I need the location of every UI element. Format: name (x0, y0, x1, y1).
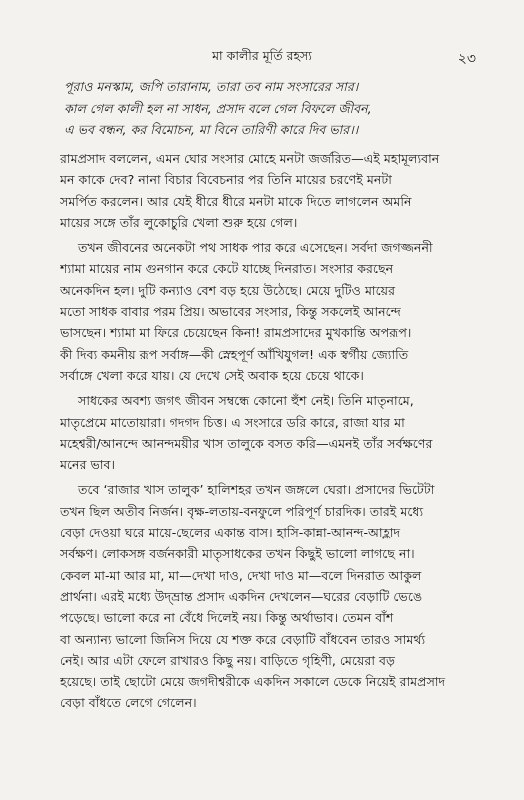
text-line: মাতৃপ্রেমে মাতোয়ারা। গদগদ চিত্ত। এ সংসারে ডরি কারে, রাজা যার মা (60, 414, 405, 430)
verse-line: পূরাও মনস্কাম, জপি তারানাম, তারা তব নাম সংসারের সার। (64, 79, 359, 94)
text-line: বা অন্যান্য ভালো জিনিস দিয়ে যে শক্ত করে বেড়াটি বাঁধবেন তারও সামর্থ্য (60, 631, 426, 647)
paragraph (60, 390, 488, 475)
paragraph (60, 148, 488, 233)
text-line: মন কাকে দেব? নানা বিচার বিবেচনার পর তিনি মায়ের চরণেই মনটা (60, 172, 392, 188)
text-line: ভাসছেন। শ্যামা মা ফিরে চেয়েছেন কিনা! রামপ্রসাদের মুখকান্তি অপরূপ। (60, 325, 412, 341)
text-line: মতো সাধক বাবার পরম প্রিয়। অভাবের সংসার, কিন্তু সকলেই আনন্দে (60, 304, 401, 320)
text-line: হয়েছে। তাই ছোটো মেয়ে জগদীশ্বরীকে একদিন সকালে ডেকে নিয়েই রামপ্রসাদ (60, 674, 446, 690)
text-line: নেই। আর এটা ফেলে রাখারও কিছু নয়। বাড়িতে গৃহিণী, মেয়েরা বড় (60, 652, 395, 668)
text-line: মায়ের সঙ্গে তাঁর লুকোচুরি খেলা শুরু হয়ে গেল। (60, 214, 298, 230)
text-line: সর্বাঙ্গে খেলা করে যায়। যে দেখে সেই অবাক হয়ে চেয়ে থাকে। (60, 367, 364, 383)
verse-line: এ ভব বন্ধন, কর বিমোচন, মা বিনে তারিণী কারে দিব ভার।। (64, 122, 359, 137)
verse-block (64, 76, 484, 141)
page-header (0, 48, 524, 70)
text-line: প্রার্থনা। এরই মধ্যে উদ্‌ভ্রান্ত প্রসাদ একদিন দেখলেন—ঘরের বেড়াটি ভেঙে (60, 588, 423, 604)
text-line: সর্বক্ষণ। লোকসঙ্গ বর্জনকারী মাতৃসাধকের তখন কিছুই ভালো লাগছে না। (60, 546, 415, 562)
text-line: মহেশ্বরী/আনন্দে আনন্দময়ীর খাস তালুকে বসত করি—এমনই তাঁর সর্বক্ষণের (60, 435, 433, 451)
text-line: রামপ্রসাদ বললেন, এমন ঘোর সংসার মোহে মনটা জর্জরিত—এই মহামূল্যবান (60, 151, 440, 166)
text-line: কী দিব্য কমনীয় রূপ সর্বাঙ্গ—কী স্নেহপূর্ণ আঁখিযুগল! এক স্বর্গীয় জ্যোতি (60, 346, 409, 362)
text-line: তখন ছিল অতীব নির্জন। বৃক্ষ-লতায়-বনফুলে পরিপূর্ণ চারদিক। তারই মধ্যে (60, 503, 424, 519)
text-line: তখন জীবনের অনেকটা পথ সাধক পার করে এসেছেন। সর্বদা জগজ্জননী (78, 240, 433, 256)
text-line: শ্যামা মায়ের নাম গুনগান করে কেটে যাচ্ছে দিনরাত। সংসার করছেন (60, 261, 394, 277)
text-line: কেবল মা-মা আর মা, মা—দেখা দাও, দেখা দাও মা—বলে দিনরাত আকুল (60, 567, 422, 583)
running-title: মা কালীর মূর্তি রহস্য (212, 48, 312, 63)
paragraph (60, 237, 488, 386)
text-line: মনের ভাব। (60, 457, 116, 473)
text-line: সাধকের অবশ্য জগৎ জীবন সম্বন্ধে কোনো হুঁশ নেই। তিনি মাতৃনামে, (78, 393, 414, 409)
text-line: বেড়া দেওয়া ঘরে মায়ে-ছেলের একান্ত বাস। হাসি-কান্না-আনন্দ-আহ্লাদ (60, 525, 401, 541)
text-line: পড়েছে। ভালো করে না বেঁধে দিলেই নয়। কিন্তু অর্থাভাব। তেমন বাঁশ (60, 610, 394, 626)
paragraph (60, 479, 488, 713)
text-line: সমর্পিত করলেন। আর যেই ধীরে ধীরে মনটা মাকে দিতে লাগলেন অমনি (60, 193, 412, 209)
page-number: ২৩ (457, 51, 476, 67)
text-line: বেড়া বাঁধতে লেগে গেলেন। (60, 695, 197, 711)
verse-line: কাল গেল কালী হল না সাধন, প্রসাদ বলে গেল বিফলে জীবন, (64, 100, 372, 116)
body-text (60, 148, 488, 718)
text-line: অনেকদিন হল। দুটি কন্যাও বেশ বড় হয়ে উঠেছে। মেয়ে দুটিও মায়ের (60, 282, 395, 298)
text-line: তবে ‘রাজার খাস তালুক’ হালিশহর তখন জঙ্গলে ঘেরা। প্রসাদের ভিটেটা (78, 482, 435, 498)
